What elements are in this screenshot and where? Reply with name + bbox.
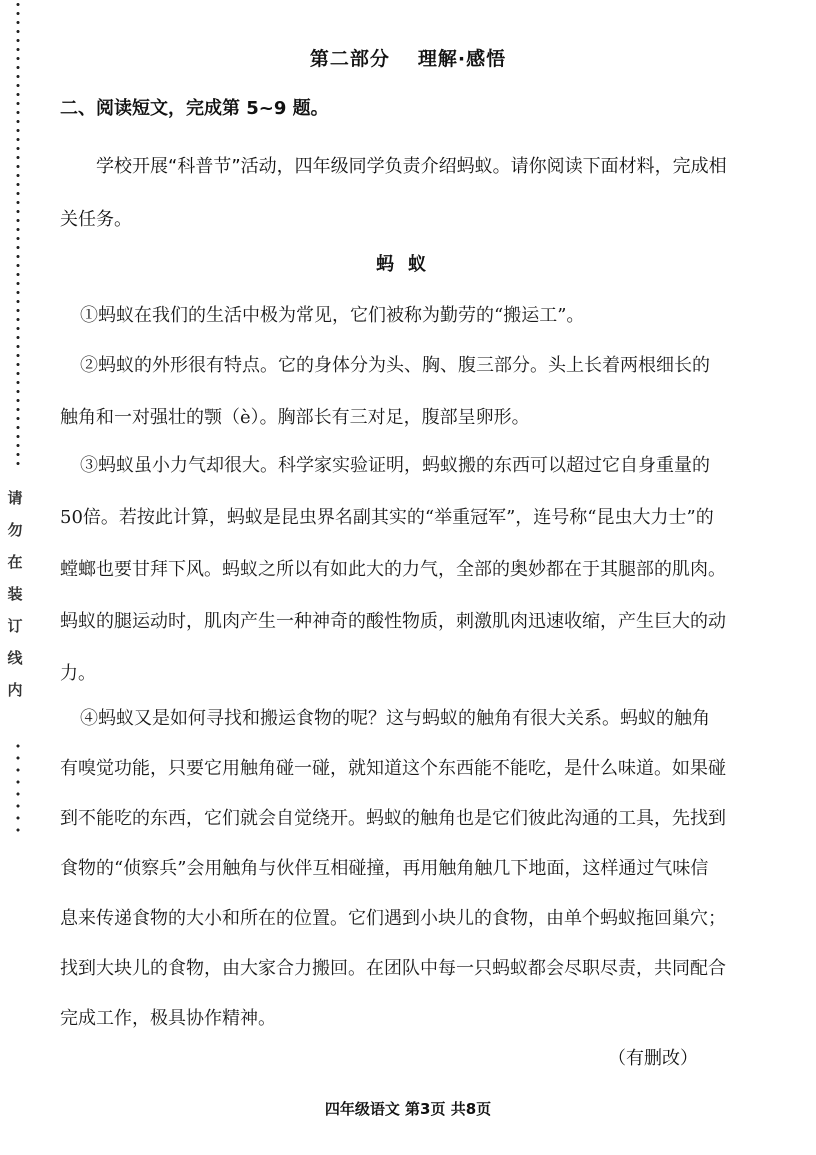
- article-paragraph-4: ④蚂蚁又是如何寻找和搬运食物的呢？这与蚂蚁的触角有很大关系。蚂蚁的触角有嗅觉功能，只要它用触角碰一碰，就知道这个东西能不能吃，是什么味道。如果碰到不能吃的东西，它们就会自觉绕开。蚂蚁的触角也是它们彼此沟通的工具，先找到食物的“侦察兵”会用触角与伙伴互相碰撞，再用触角触几下地面，这样通过气味信息来传递食物的大小和所在的位置。它们遇到小块儿的食物，由单个蚂蚁拖回巢穴；找到大块儿的食物，由大家合力搬回。在团队中每一只蚂蚁都会尽职尽责，共同配合完成工作，极具协作精神。: [60, 708, 726, 1029]
- section-heading: 二、阅读短文，完成第 5~9 题。: [60, 98, 329, 119]
- margin-note-char: 勿: [7, 521, 23, 539]
- article-paragraph-1: ①蚂蚁在我们的生活中极为常见，它们被称为勤劳的“搬运工”。: [80, 305, 585, 326]
- binding-line-lower: [16, 740, 20, 840]
- margin-note-char: 请: [7, 489, 23, 507]
- part-number: 第二部分: [309, 48, 390, 70]
- margin-note-char: 订: [7, 617, 23, 635]
- margin-note-char: 内: [7, 681, 23, 699]
- article-title: 蚂蚁: [376, 254, 440, 275]
- margin-note-char: 线: [7, 649, 23, 667]
- page-footer: 四年级语文 第3页 共8页: [324, 1100, 492, 1118]
- binding-margin-note: [4, 482, 26, 706]
- margin-note-char: 装: [7, 585, 23, 603]
- intro-text: 学校开展“科普节”活动，四年级同学负责介绍蚂蚁。请你阅读下面材料，完成相关任务。: [60, 156, 727, 230]
- part-name: 理解·感悟: [417, 48, 507, 70]
- source-note: （有删改）: [608, 1048, 698, 1069]
- article-paragraph-2: ②蚂蚁的外形很有特点。它的身体分为头、胸、腹三部分。头上长着两根细长的触角和一对强壮的颚（è）。胸部长有三对足，腹部呈卵形。: [60, 355, 710, 428]
- margin-note-char: 在: [7, 553, 23, 571]
- part-title: [0, 44, 816, 71]
- article-paragraph-3: ③蚂蚁虽小力气却很大。科学家实验证明，蚂蚁搬的东西可以超过它自身重量的50倍。若按此计算，蚂蚁是昆虫界名副其实的“举重冠军”，连号称“昆虫大力士”的螳螂也要甘拜下风。蚂蚁之所以有如此大的力气，全部的奥妙都在于其腿部的肌肉。蚂蚁的腿运动时，肌肉产生一种神奇的酸性物质，刺激肌肉迅速收缩，产生巨大的动力。: [60, 455, 726, 684]
